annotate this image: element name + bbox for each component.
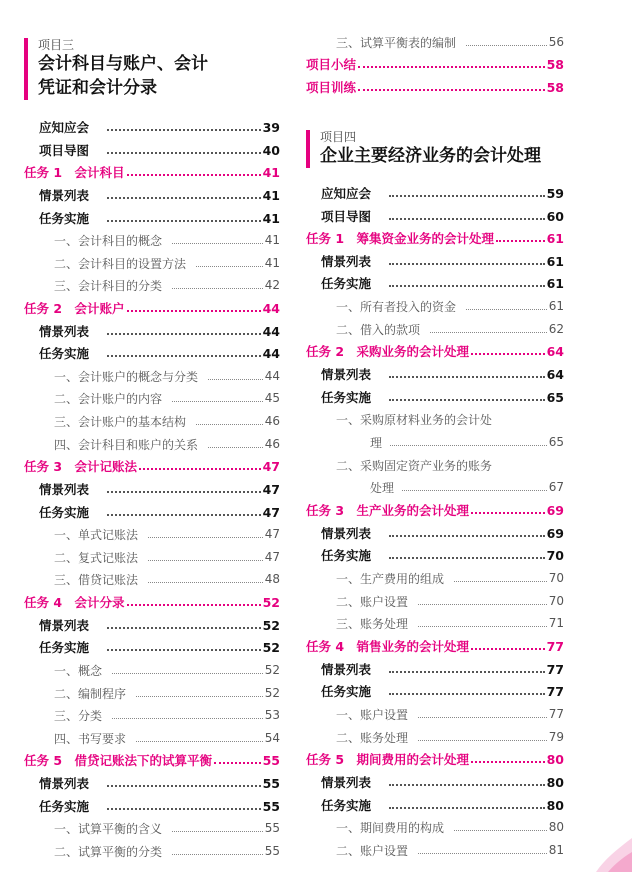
page-number: 64 bbox=[546, 343, 564, 359]
toc-task-entry[interactable]: 任务 4 会计分录 52 bbox=[24, 594, 280, 610]
project-label: 项目四 bbox=[320, 130, 357, 144]
toc-subentry[interactable]: 四、会计科目和账户的关系 46 bbox=[54, 437, 280, 452]
toc-entry[interactable]: 任务实施 70 bbox=[321, 547, 564, 563]
toc-task-entry[interactable]: 任务 2 采购业务的会计处理 64 bbox=[306, 343, 564, 359]
toc-subentry[interactable]: 一、会计账户的概念与分类 44 bbox=[54, 369, 280, 384]
page-number: 39 bbox=[262, 119, 280, 135]
page-number: 62 bbox=[548, 322, 564, 336]
toc-entry[interactable]: 任务实施 47 bbox=[39, 504, 280, 520]
page-number: 55 bbox=[262, 798, 280, 814]
toc-entry[interactable]: 情景列表 52 bbox=[39, 617, 280, 633]
toc-subentry[interactable]: 二、编制程序 52 bbox=[54, 686, 280, 701]
page-number: 56 bbox=[548, 35, 564, 49]
page-number: 69 bbox=[546, 525, 564, 541]
page-number: 77 bbox=[546, 638, 564, 654]
page-number: 52 bbox=[264, 686, 280, 700]
toc-subentry[interactable]: 三、会计科目的分类 42 bbox=[54, 278, 280, 293]
toc-subentry[interactable]: 一、单式记账法 47 bbox=[54, 527, 280, 542]
toc-task-entry[interactable]: 任务 4 销售业务的会计处理 77 bbox=[306, 638, 564, 654]
toc-subentry[interactable]: 一、期间费用的构成 80 bbox=[336, 820, 564, 835]
page-number: 41 bbox=[264, 233, 280, 247]
page-number: 61 bbox=[546, 275, 564, 291]
page-number: 41 bbox=[264, 256, 280, 270]
page-number: 67 bbox=[548, 480, 564, 494]
page-number: 44 bbox=[262, 323, 280, 339]
toc-entry[interactable]: 任务实施 77 bbox=[321, 683, 564, 699]
page-number: 47 bbox=[264, 550, 280, 564]
toc-entry[interactable]: 情景列表 69 bbox=[321, 525, 564, 541]
project-title-line2: 凭证和会计分录 bbox=[38, 78, 157, 98]
toc-entry[interactable]: 任务实施 80 bbox=[321, 797, 564, 813]
toc-subentry-line1[interactable]: 一、采购原材料业务的会计处 bbox=[336, 412, 493, 427]
page-number: 55 bbox=[262, 752, 280, 768]
toc-task-entry[interactable]: 任务 1 筹集资金业务的会计处理 61 bbox=[306, 230, 564, 246]
project-four-heading bbox=[306, 130, 541, 168]
page-number: 80 bbox=[548, 820, 564, 834]
toc-subentry[interactable]: 一、概念 52 bbox=[54, 663, 280, 678]
toc-subentry[interactable]: 四、书写要求 54 bbox=[54, 731, 280, 746]
page-number: 65 bbox=[546, 389, 564, 405]
toc-entry[interactable]: 情景列表 80 bbox=[321, 774, 564, 790]
toc-entry[interactable]: 项目导图 60 bbox=[321, 208, 564, 224]
page-number: 61 bbox=[546, 253, 564, 269]
toc-entry[interactable]: 情景列表 64 bbox=[321, 366, 564, 382]
page-number: 42 bbox=[264, 278, 280, 292]
toc-subentry[interactable]: 一、会计科目的概念 41 bbox=[54, 233, 280, 248]
page-number: 52 bbox=[262, 594, 280, 610]
toc-subentry[interactable]: 二、借入的款项 62 bbox=[336, 322, 564, 337]
toc-subentry[interactable]: 三、会计账户的基本结构 46 bbox=[54, 414, 280, 429]
toc-task-entry[interactable]: 任务 1 会计科目 41 bbox=[24, 164, 280, 180]
page-number: 41 bbox=[262, 210, 280, 226]
page-number: 60 bbox=[546, 208, 564, 224]
page-number: 53 bbox=[264, 708, 280, 722]
toc-entry[interactable]: 应知应会 39 bbox=[39, 119, 280, 135]
page-number: 55 bbox=[264, 821, 280, 835]
page-number: 47 bbox=[262, 481, 280, 497]
toc-task-entry[interactable]: 任务 2 会计账户 44 bbox=[24, 300, 280, 316]
page-number: 61 bbox=[546, 230, 564, 246]
toc-subentry[interactable]: 二、账务处理 79 bbox=[336, 730, 564, 745]
page-number: 69 bbox=[546, 502, 564, 518]
page-number: 77 bbox=[548, 707, 564, 721]
page-number: 55 bbox=[264, 844, 280, 858]
page-number: 46 bbox=[264, 414, 280, 428]
toc-subentry[interactable]: 一、生产费用的组成 70 bbox=[336, 571, 564, 586]
page-number: 54 bbox=[264, 731, 280, 745]
toc-subentry[interactable]: 三、试算平衡表的编制 56 bbox=[336, 35, 564, 50]
toc-entry[interactable]: 任务实施 61 bbox=[321, 275, 564, 291]
page-number: 64 bbox=[546, 366, 564, 382]
page-number: 65 bbox=[548, 435, 564, 449]
toc-entry[interactable]: 情景列表 77 bbox=[321, 661, 564, 677]
page-number: 52 bbox=[262, 639, 280, 655]
page-number: 77 bbox=[546, 683, 564, 699]
toc-subentry[interactable]: 二、账户设置 70 bbox=[336, 594, 564, 609]
page-number: 52 bbox=[262, 617, 280, 633]
toc-task-entry[interactable]: 任务 5 期间费用的会计处理 80 bbox=[306, 751, 564, 767]
toc-subentry[interactable]: 二、会计科目的设置方法 41 bbox=[54, 256, 280, 271]
page-number: 47 bbox=[264, 527, 280, 541]
page-number: 41 bbox=[262, 187, 280, 203]
project-three-heading bbox=[24, 38, 208, 100]
toc-task-entry[interactable]: 项目小结 58 bbox=[306, 56, 564, 72]
page-number: 44 bbox=[262, 345, 280, 361]
toc-subentry[interactable]: 二、试算平衡的分类 55 bbox=[54, 844, 280, 859]
toc-subentry[interactable]: 一、试算平衡的含义 55 bbox=[54, 821, 280, 836]
page-number: 80 bbox=[546, 774, 564, 790]
page-number: 77 bbox=[546, 661, 564, 677]
project-label: 项目三 bbox=[38, 38, 75, 52]
page-number: 40 bbox=[262, 142, 280, 158]
toc-entry[interactable]: 任务实施 52 bbox=[39, 639, 280, 655]
page-number: 70 bbox=[548, 571, 564, 585]
page-number: 44 bbox=[264, 369, 280, 383]
toc-task-entry[interactable]: 项目训练 58 bbox=[306, 79, 564, 95]
toc-subentry[interactable]: 三、分类 53 bbox=[54, 708, 280, 723]
toc-subentry[interactable]: 三、账务处理 71 bbox=[336, 616, 564, 631]
toc-subentry[interactable]: 一、账户设置 77 bbox=[336, 707, 564, 722]
page-number: 55 bbox=[262, 775, 280, 791]
toc-entry[interactable]: 任务实施 55 bbox=[39, 798, 280, 814]
toc-subentry-line2[interactable]: 理 65 bbox=[370, 435, 564, 450]
toc-entry[interactable]: 情景列表 41 bbox=[39, 187, 280, 203]
toc-subentry[interactable]: 二、账户设置 81 bbox=[336, 843, 564, 858]
toc-entry[interactable]: 任务实施 41 bbox=[39, 210, 280, 226]
toc-task-entry[interactable]: 任务 3 生产业务的会计处理 69 bbox=[306, 502, 564, 518]
page-number: 59 bbox=[546, 185, 564, 201]
toc-subentry[interactable]: 二、会计账户的内容 45 bbox=[54, 391, 280, 406]
page-number: 80 bbox=[546, 797, 564, 813]
page-number: 81 bbox=[548, 843, 564, 857]
toc-task-entry[interactable]: 任务 3 会计记账法 47 bbox=[24, 458, 280, 474]
toc-entry[interactable]: 任务实施 44 bbox=[39, 345, 280, 361]
page-number: 46 bbox=[264, 437, 280, 451]
corner-decoration bbox=[586, 832, 632, 872]
toc-entry[interactable]: 情景列表 61 bbox=[321, 253, 564, 269]
toc-entry[interactable]: 情景列表 44 bbox=[39, 323, 280, 339]
page-number: 41 bbox=[262, 164, 280, 180]
toc-subentry[interactable]: 一、所有者投入的资金 61 bbox=[336, 299, 564, 314]
toc-task-entry[interactable]: 任务 5 借贷记账法下的试算平衡 55 bbox=[24, 752, 280, 768]
page-number: 47 bbox=[262, 458, 280, 474]
toc-entry[interactable]: 应知应会 59 bbox=[321, 185, 564, 201]
page-number: 52 bbox=[264, 663, 280, 677]
page-number: 70 bbox=[548, 594, 564, 608]
page-number: 44 bbox=[262, 300, 280, 316]
page-number: 79 bbox=[548, 730, 564, 744]
page-number: 70 bbox=[546, 547, 564, 563]
page-number: 48 bbox=[264, 572, 280, 586]
project-title: 企业主要经济业务的会计处理 bbox=[320, 146, 541, 166]
page-number: 58 bbox=[546, 56, 564, 72]
toc-subentry-line2[interactable]: 处理 67 bbox=[370, 480, 564, 495]
toc-subentry[interactable]: 三、借贷记账法 48 bbox=[54, 572, 280, 587]
project-title-line1: 会计科目与账户、会计 bbox=[38, 54, 208, 74]
toc-entry[interactable]: 项目导图 40 bbox=[39, 142, 280, 158]
toc-subentry[interactable]: 二、复式记账法 47 bbox=[54, 550, 280, 565]
toc-subentry-line1[interactable]: 二、采购固定资产业务的账务 bbox=[336, 458, 493, 473]
toc-entry[interactable]: 情景列表 55 bbox=[39, 775, 280, 791]
toc-entry[interactable]: 任务实施 65 bbox=[321, 389, 564, 405]
toc-entry[interactable]: 情景列表 47 bbox=[39, 481, 280, 497]
page-number: 58 bbox=[546, 79, 564, 95]
page-number: 47 bbox=[262, 504, 280, 520]
page-number: 80 bbox=[546, 751, 564, 767]
page-number: 71 bbox=[548, 616, 564, 630]
page-number: 45 bbox=[264, 391, 280, 405]
page-number: 61 bbox=[548, 299, 564, 313]
